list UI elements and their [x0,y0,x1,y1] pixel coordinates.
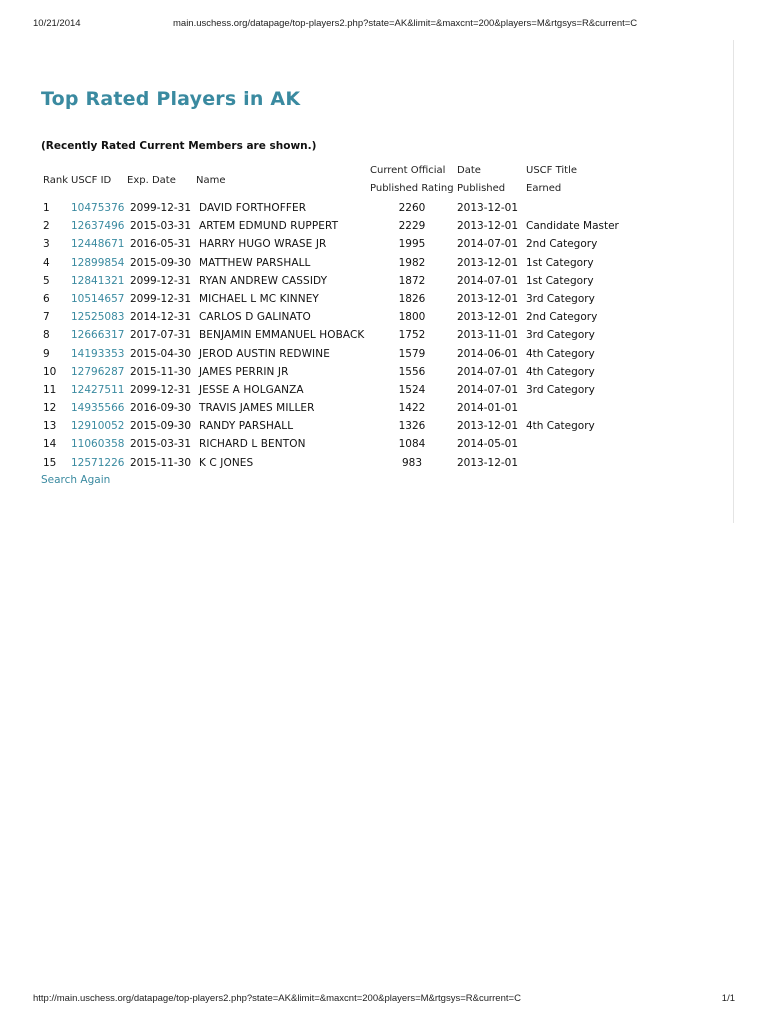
player-date-published: 2014-07-01 [457,365,519,378]
player-exp-date: 2099-12-31 [130,202,192,214]
player-rating: 1752 [398,329,426,342]
table-row [0,454,768,472]
player-name: JAMES PERRIN JR [199,365,289,378]
player-name: HARRY HUGO WRASE JR [199,238,327,251]
player-date-published: 2014-06-01 [457,347,519,360]
player-uscf-id-link[interactable]: 12427511 [71,383,125,396]
player-date-published: 2013-12-01 [457,420,519,433]
player-rating: 1422 [398,402,426,415]
player-rank: 5 [43,274,50,287]
search-again-link[interactable]: Search Again [41,474,111,486]
page-title: Top Rated Players in AK [41,88,301,110]
table-row [0,363,768,381]
table-row [0,345,768,363]
print-url: main.uschess.org/datapage/top-players2.php?state=AK&limit=&maxcnt=200&players=M&rtgsys=R&current=C [173,18,638,29]
player-exp-date: 2015-04-30 [130,347,192,360]
table-row [0,381,768,399]
player-date-published: 2014-07-01 [457,274,519,287]
player-name: ARTEM EDMUND RUPPERT [199,220,339,233]
print-header [33,18,735,32]
player-name: RANDY PARSHALL [199,420,294,433]
player-rating: 1800 [398,311,426,324]
footer-url: http://main.uschess.org/datapage/top-players2.php?state=AK&limit=&maxcnt=200&players=M&rtgsys=R&current=C [33,993,521,1004]
player-uscf-id-link[interactable]: 11060358 [71,438,125,451]
player-date-published: 2013-12-01 [457,220,519,233]
player-rating: 1872 [398,274,426,287]
player-exp-date: 2017-07-31 [130,329,192,342]
player-exp-date: 2016-05-31 [130,238,192,251]
player-title: 3rd Category [526,292,595,305]
player-name: JEROD AUSTIN REDWINE [199,347,330,360]
player-name: CARLOS D GALINATO [199,311,311,324]
player-title: Candidate Master [526,220,619,233]
player-exp-date: 2014-12-31 [130,311,192,324]
player-rating: 1826 [398,292,426,305]
header-title-line1: USCF Title [526,165,578,176]
print-footer [33,993,735,1007]
header-rank: Rank [43,175,68,186]
player-rating: 1326 [398,420,426,433]
player-date-published: 2013-12-01 [457,256,519,269]
player-rank: 1 [43,202,50,214]
player-rank: 4 [43,256,50,269]
player-uscf-id-link[interactable]: 12666317 [71,329,125,342]
player-name: RICHARD L BENTON [199,438,306,451]
header-exp-date: Exp. Date [127,175,176,186]
player-uscf-id-link[interactable]: 14935566 [71,402,125,415]
player-rating: 1982 [398,256,426,269]
player-uscf-id-link[interactable]: 12899854 [71,256,125,269]
player-rank: 15 [43,456,57,469]
player-name: TRAVIS JAMES MILLER [199,402,315,415]
header-date-line1: Date [457,165,481,176]
table-row [0,308,768,326]
header-uscf-id: USCF ID [71,175,112,186]
player-exp-date: 2016-09-30 [130,402,192,415]
player-rating: 1556 [398,365,426,378]
player-rank: 14 [43,438,57,451]
player-uscf-id-link[interactable]: 12637496 [71,220,125,233]
player-name: MICHAEL L MC KINNEY [199,292,319,305]
player-date-published: 2013-12-01 [457,311,519,324]
player-date-published: 2013-12-01 [457,292,519,305]
player-date-published: 2014-07-01 [457,383,519,396]
player-rank: 6 [43,292,50,305]
player-rating: 1524 [398,383,426,396]
player-name: JESSE A HOLGANZA [199,383,304,396]
player-date-published: 2013-12-01 [457,202,519,214]
player-rating: 983 [401,456,423,469]
header-rating-line1: Current Official [370,165,446,176]
player-title: 2nd Category [526,311,598,324]
player-title: 3rd Category [526,383,595,396]
table-row [0,417,768,435]
player-title: 1st Category [526,256,594,269]
player-rank: 10 [43,365,57,378]
header-name: Name [196,175,226,186]
player-uscf-id-link[interactable]: 10514657 [71,292,125,305]
player-exp-date: 2099-12-31 [130,274,192,287]
player-title: 4th Category [526,347,595,360]
player-rank: 2 [43,220,50,233]
table-row [0,399,768,417]
table-row [0,235,768,253]
players-table-body [0,199,768,472]
player-exp-date: 2015-11-30 [130,456,192,469]
player-date-published: 2014-07-01 [457,238,519,251]
page-number: 1/1 [721,993,735,1004]
player-exp-date: 2015-09-30 [130,256,192,269]
table-row [0,199,768,217]
player-rank: 12 [43,402,57,415]
player-exp-date: 2015-03-31 [130,438,192,451]
player-uscf-id-link[interactable]: 12841321 [71,274,125,287]
player-uscf-id-link[interactable]: 14193353 [71,347,125,360]
player-rating: 2229 [398,220,426,233]
player-rank: 8 [43,329,50,342]
table-row [0,272,768,290]
player-rank: 9 [43,347,50,360]
player-date-published: 2013-12-01 [457,456,519,469]
player-rating: 1579 [398,347,426,360]
player-uscf-id-link[interactable]: 10475376 [71,202,125,214]
player-uscf-id-link[interactable]: 12525083 [71,311,125,324]
table-row [0,435,768,453]
members-note: (Recently Rated Current Members are shown.) [41,140,317,152]
table-row [0,254,768,272]
player-uscf-id-link[interactable]: 12448671 [71,238,125,251]
player-exp-date: 2015-03-31 [130,220,192,233]
player-uscf-id-link[interactable]: 12571226 [71,456,125,469]
player-name: BENJAMIN EMMANUEL HOBACK [199,329,365,342]
player-name: K C JONES [199,456,254,469]
player-name: RYAN ANDREW CASSIDY [199,274,328,287]
table-row [0,326,768,344]
player-exp-date: 2015-11-30 [130,365,192,378]
print-date: 10/21/2014 [33,18,81,29]
player-title: 1st Category [526,274,594,287]
player-exp-date: 2099-12-31 [130,383,192,396]
player-uscf-id-link[interactable]: 12910052 [71,420,125,433]
player-rank: 11 [43,383,57,396]
player-rank: 13 [43,420,57,433]
player-rating: 1084 [398,438,426,451]
player-date-published: 2013-11-01 [457,329,519,342]
table-row [0,217,768,235]
player-rank: 3 [43,238,50,251]
header-rating-line2: Published Rating [370,183,454,194]
player-date-published: 2014-01-01 [457,402,519,415]
player-rating: 2260 [398,202,426,214]
player-date-published: 2014-05-01 [457,438,519,451]
player-name: MATTHEW PARSHALL [199,256,311,269]
player-rank: 7 [43,311,50,324]
player-exp-date: 2015-09-30 [130,420,192,433]
player-rating: 1995 [398,238,426,251]
header-date-line2: Published [457,183,506,194]
player-title: 4th Category [526,365,595,378]
table-row [0,290,768,308]
player-title: 4th Category [526,420,595,433]
player-title: 2nd Category [526,238,598,251]
player-uscf-id-link[interactable]: 12796287 [71,365,125,378]
player-exp-date: 2099-12-31 [130,292,192,305]
header-title-line2: Earned [526,183,562,194]
player-title: 3rd Category [526,329,595,342]
player-name: DAVID FORTHOFFER [199,202,307,214]
